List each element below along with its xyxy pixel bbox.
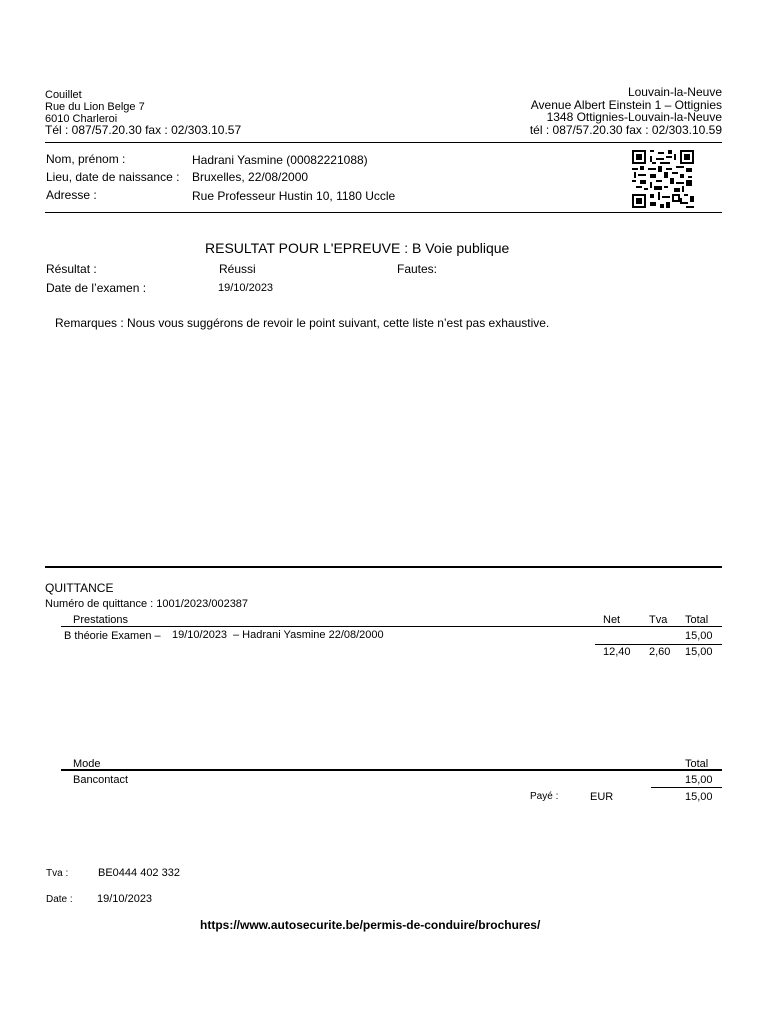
mode-value: Bancontact [73,774,129,786]
item-person: – Hadrani Yasmine 22/08/2000 [233,629,384,641]
right-office-name: Louvain-la-Neuve [627,85,722,99]
tva-value: BE0444 402 332 [98,867,180,879]
qr-code-icon [632,150,694,208]
payment-total-header: Total [685,758,709,770]
subtotal-line [595,644,722,645]
tva-label: Tva : [46,868,69,879]
candidate-divider [45,212,722,213]
exam-date-value: 19/10/2023 [218,282,274,294]
left-office-phone-fax: Tél : 087/57.20.30 fax : 02/303.10.57 [45,123,242,137]
faults-label: Fautes: [397,262,438,276]
paid-total: 15,00 [685,791,713,803]
result-value: Réussi [219,262,256,276]
paid-currency: EUR [590,791,614,803]
item-total: 15,00 [685,630,713,642]
date-value: 19/10/2023 [97,893,153,905]
prestations-header: Prestations [73,614,129,626]
item-label: B théorie Examen – [64,630,161,642]
brochures-link[interactable]: https://www.autosecurite.be/permis-de-conduire/brochures/ [200,918,541,932]
birth-value: Bruxelles, 22/08/2000 [192,170,309,184]
sum-total: 15,00 [685,646,713,658]
prestations-header-line [61,626,722,627]
total-header: Total [685,614,709,626]
left-office-name: Couillet [45,89,82,101]
payment-header-line [61,769,722,771]
left-office-street: Rue du Lion Belge 7 [45,101,145,113]
mode-total: 15,00 [685,774,713,786]
mode-header: Mode [73,758,101,770]
address-value: Rue Professeur Hustin 10, 1180 Uccle [192,189,396,203]
payment-total-line [651,787,722,788]
birth-label: Lieu, date de naissance : [46,170,180,184]
tva-header: Tva [649,614,668,626]
paid-label: Payé : [530,791,559,802]
net-header: Net [603,614,621,626]
receipt-divider [45,566,722,568]
exam-date-label: Date de l’examen : [46,281,147,295]
address-label: Adresse : [46,188,97,202]
name-value: Hadrani Yasmine (00082221088) [192,153,368,167]
remarks-text: Remarques : Nous vous suggérons de revoir le point suivant, cette liste n’est pas exhaustive. [55,316,550,330]
result-title: RESULTAT POUR L'EPREUVE : B Voie publique [205,240,510,256]
item-date: 19/10/2023 [172,629,228,641]
sum-tva: 2,60 [649,646,671,658]
result-label: Résultat : [46,262,97,276]
header-divider [45,142,722,143]
date-label: Date : [46,894,73,905]
name-label: Nom, prénom : [46,152,126,166]
right-office-phone-fax: tél : 087/57.20.30 fax : 02/303.10.59 [529,123,722,137]
right-office-city: 1348 Ottignies-Louvain-la-Neuve [546,110,722,124]
right-office-street: Avenue Albert Einstein 1 – Ottignies [530,98,722,112]
sum-net: 12,40 [603,646,631,658]
receipt-number: Numéro de quittance : 1001/2023/002387 [45,598,249,610]
left-office-city: 6010 Charleroi [45,113,118,125]
receipt-title: QUITTANCE [45,581,114,595]
